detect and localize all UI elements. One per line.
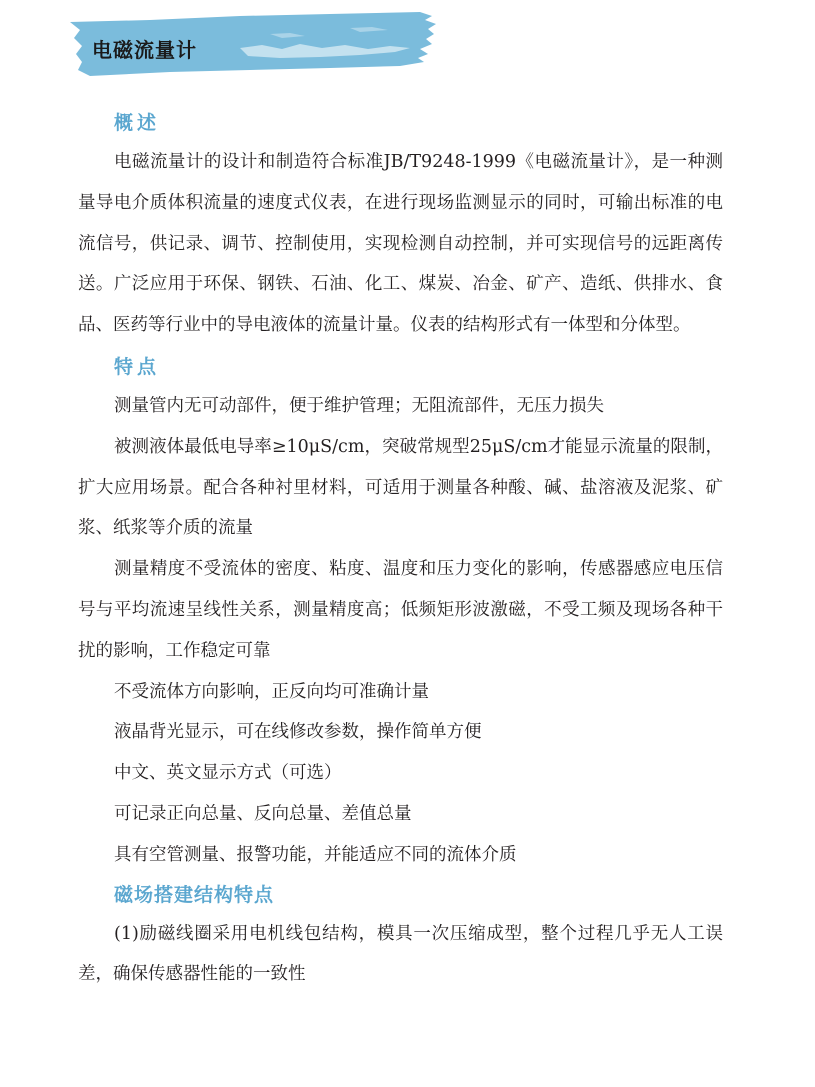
feature-item: 不受流体方向影响，正反向均可准确计量 [114, 681, 429, 702]
overview-paragraph: 电磁流量计的设计和制造符合标准JB/T9248-1999《电磁流量计》，是一种测量导电介质体积流量的速度式仪表，在进行现场监测显示的同时，可输出标准的电流信号，供记录、调节、控制使用，实现检测自动控制，并可实现信号的远距离传送。广泛应用于环保、钢铁、石油、化工、煤炭、冶金、矿产、造纸、供排水、食品、医药等行业中的导电液体的流量计量。仪表的结构形式有一体型和分体型。 [78, 152, 723, 336]
feature-item: 液晶背光显示，可在线修改参数，操作简单方便 [114, 722, 482, 743]
brush-stroke-shape [0, 0, 440, 90]
feature-item: 被测液体最低电导率≥10μS/cm，突破常规型25μS/cm才能显示流量的限制，扩大应用场景。配合各种衬里材料，可适用于测量各种酸、碱、盐溶液及泥浆、矿浆、纸浆等介质的流量 [78, 436, 723, 539]
section-heading-features: 特点 [114, 355, 161, 378]
section-heading-overview: 概述 [114, 112, 161, 134]
feature-item: 可记录正向总量、反向总量、差值总量 [114, 803, 412, 824]
magnetic-structure-paragraph: (1)励磁线圈采用电机线包结构，模具一次压缩成型，整个过程几乎无人工误差，确保传感器性能的一致性 [78, 923, 723, 985]
page-title: 电磁流量计 [92, 38, 197, 62]
feature-item: 具有空管测量、报警功能，并能适应不同的流体介质 [114, 844, 517, 865]
feature-item: 测量精度不受流体的密度、粘度、温度和压力变化的影响，传感器感应电压信号与平均流速呈线性关系，测量精度高；低频矩形波激磁，不受工频及现场各种干扰的影响，工作稳定可靠 [78, 559, 723, 661]
feature-item: 测量管内无可动部件，便于维护管理；无阻流部件，无压力损失 [114, 395, 604, 416]
title-banner [0, 0, 440, 90]
section-heading-magnetic-structure: 磁场搭建结构特点 [114, 883, 275, 906]
document-body [78, 104, 723, 995]
feature-item: 中文、英文显示方式（可选） [114, 763, 342, 784]
